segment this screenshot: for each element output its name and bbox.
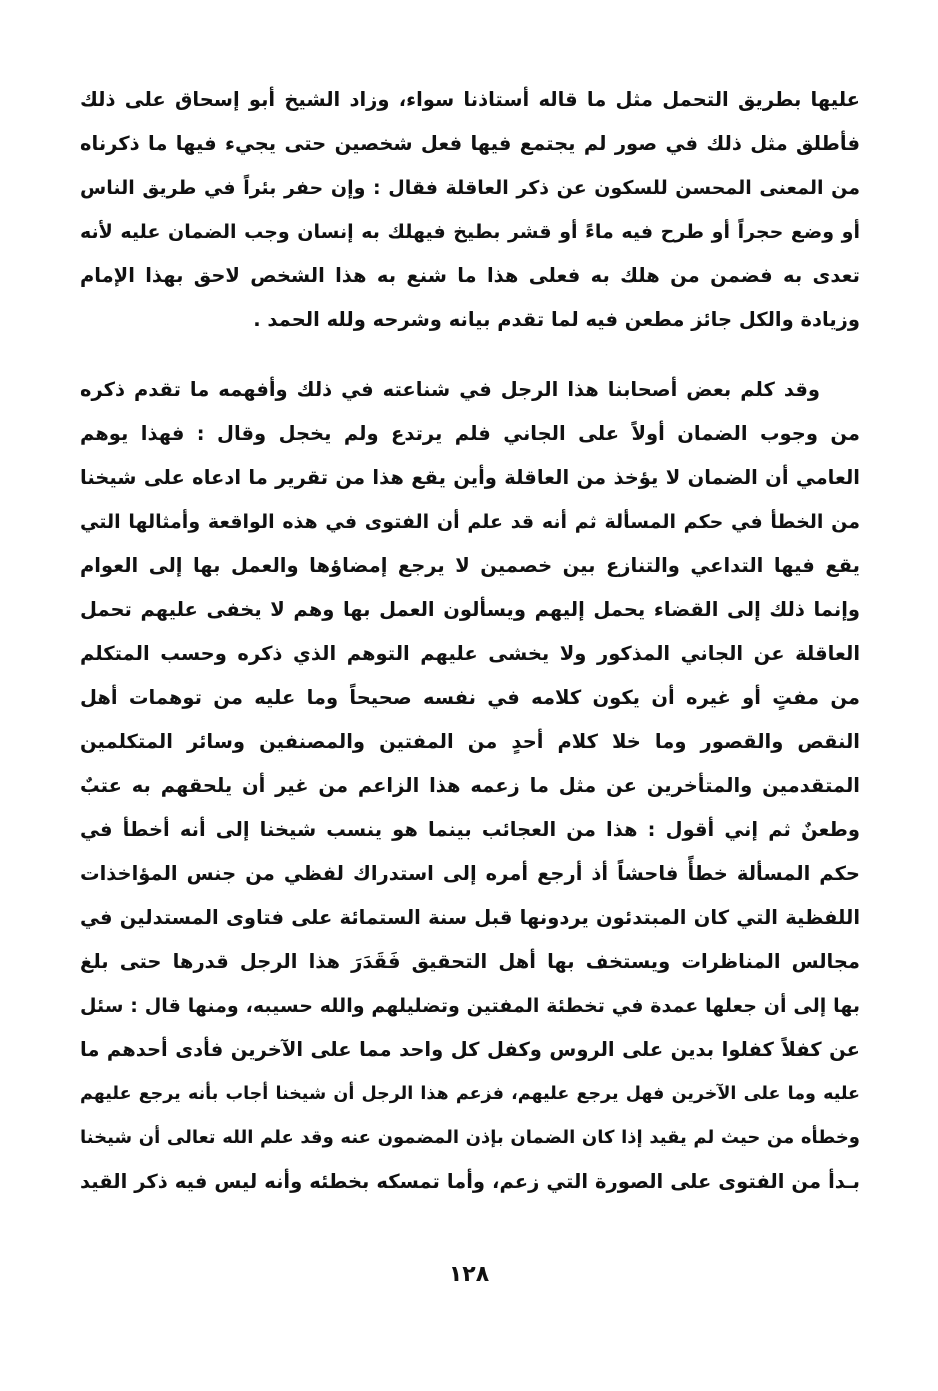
text-line: عليها بطريق التحمل مثل ما قاله أستاذنا سواء، وزاد الشيخ أبو إسحاق على ذلك [80, 88, 860, 111]
paragraph-1 [80, 80, 860, 360]
text-line: أو وضع حجراً أو طرح فيه ماءً أو قشر بطيخ فيهلك به إنسان وجب الضمان عليه لأنه [80, 221, 860, 243]
text-line: وطعنٌ ثم إني أقول : هذا من العجائب بينما هو ينسب شيخنا إلى أنه أخطأ في [80, 818, 860, 841]
text-line: اللفظية التي كان المبتدئون يردونها قبل سنة الستمائة على فتاوى المستدلين في [80, 906, 860, 929]
text-line: وزيادة والكل جائز مطعن فيه لما تقدم بيانه وشرحه ولله الحمد . [253, 308, 860, 331]
text-line: العامي أن الضمان لا يؤخذ من العاقلة وأين يقع هذا من تقرير ما ادعاه على شيخنا [80, 466, 860, 489]
paragraph-2 [80, 370, 860, 1250]
text-line: من وجوب الضمان أولاً على الجاني فلم يرتدع ولم يخجل وقال : فهذا يوهم [80, 422, 860, 445]
text-line: عن كفلاً كفلوا بدين على الروس وكفل كل واحد مما على الآخرين فأدى أحدهم ما [80, 1038, 860, 1061]
text-line: من مفتٍ أو غيره أن يكون كلامه في نفسه صحيحاً وما عليه من توهمات أهل [80, 686, 860, 709]
text-line: من الخطأ في حكم المسألة ثم أنه قد علم أن الفتوى في هذه الواقعة وأمثالها التي [80, 511, 860, 533]
text-line: وقد كلم بعض أصحابنا هذا الرجل في شناعته في ذلك وأفهمه ما تقدم ذكره [80, 378, 820, 401]
text-line: النقص والقصور وما خلا كلام أحدٍ من المفتين والمصنفين وسائر المتكلمين [80, 730, 860, 753]
text-line: يقع فيها التداعي والتنازع بين خصمين لا يرجع إمضاؤها والعمل بها إلى العوام [80, 554, 860, 577]
text-line: وإنما ذلك إلى القضاء يحمل إليهم ويسألون العمل بها وهم لا يخفى عليهم تحمل [80, 598, 860, 621]
text-line: تعدى به فضمن من هلك به فعلى هذا ما شنع به هذا الشخص لاحق بهذا الإمام [80, 264, 860, 287]
text-line: العاقلة عن الجاني المذكور ولا يخشى عليهم التوهم الذي ذكره وحسب المتكلم [80, 642, 860, 665]
text-line: المتقدمين والمتأخرين عن مثل ما زعمه هذا الزاعم من غير أن يلحقهم به عتبٌ [80, 774, 860, 797]
text-line: فأطلق مثل ذلك في صور لم يجتمع فيها فعل شخصين حتى يجيء فيها ما ذكرناه [80, 132, 860, 155]
text-line: مجالس المناظرات ويستخف بها أهل التحقيق فَقَدَرَ هذا الرجل قدرها حتى بلغ [80, 950, 860, 973]
text-line: بها إلى أن جعلها عمدة في تخطئة المفتين وتضليلهم والله حسيبه، ومنها قال : سئل [80, 995, 860, 1017]
text-line: حكم المسألة خطأً فاحشاً أذ أرجع أمره إلى استدراك لفظي من جنس المؤاخذات [80, 862, 860, 885]
text-line: بـدأ من الفتوى على الصورة التي زعم، وأما تمسكه بخطئه وأنه ليس فيه ذكر القيد [80, 1170, 860, 1193]
text-line: من المعنى المحسن للسكون عن ذكر العاقلة فقال : وإن حفر بئراً في طريق الناس [80, 177, 860, 199]
page-number: ١٢٨ [448, 1262, 490, 1287]
text-line: وخطأه من حيث لم يقيد إذا كان الضمان بإذن المضمون عنه وقد علم الله تعالى أن شيخنا [80, 1127, 860, 1148]
text-line: عليه وما على الآخرين فهل يرجع عليهم، فزعم هذا الرجل أن شيخنا أجاب بأنه يرجع عليهم [80, 1084, 860, 1104]
